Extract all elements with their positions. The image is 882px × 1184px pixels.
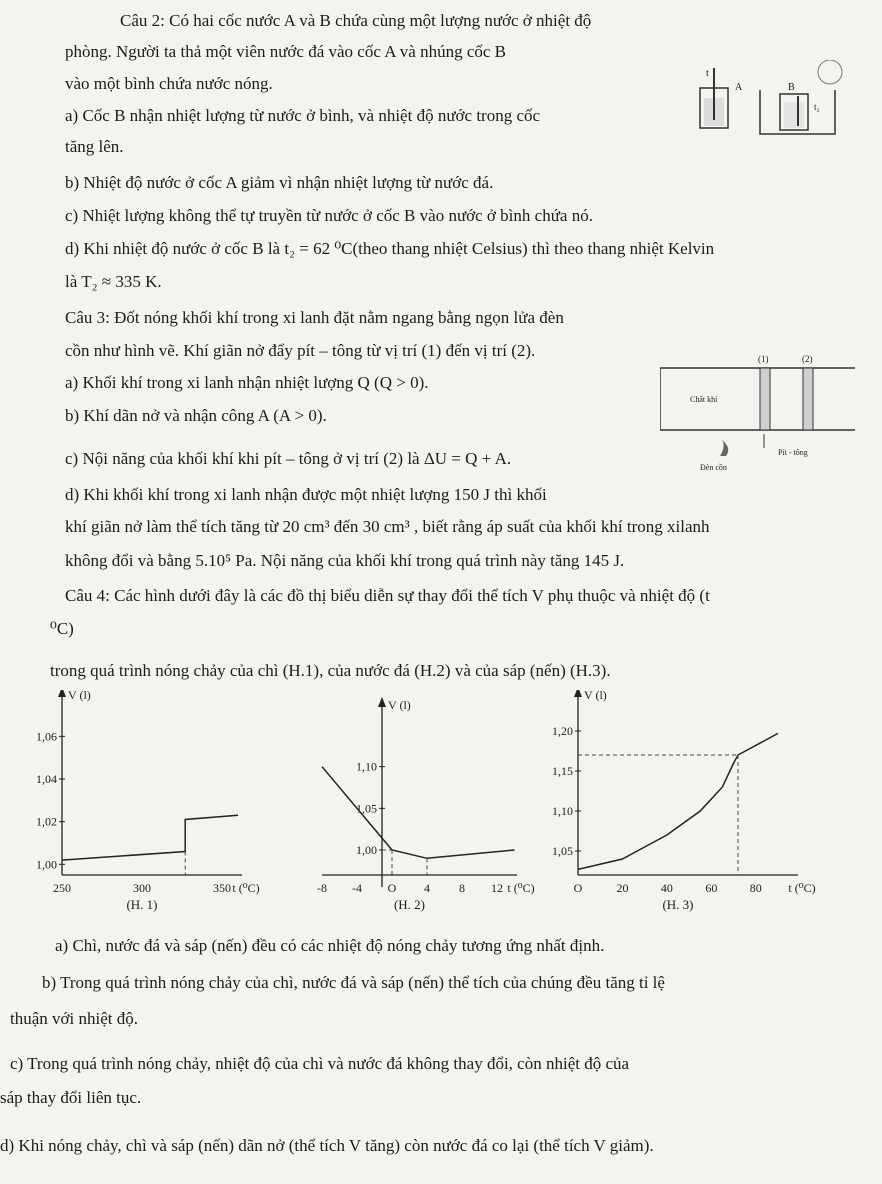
x-tick-label: O [387,881,397,895]
q3-option-d-cont2: không đổi và bằng 5.10⁵ Pa. Nội năng của khối khí trong quá trình này tăng 145 J. [65,551,625,570]
svg-text:Pít - tông: Pít - tông [778,448,808,457]
x-axis-label: t (⁰C) [788,881,816,895]
y-axis-label: V (l) [584,690,607,702]
x-tick-label: O [573,881,583,895]
x-tick-label: 40 [660,881,673,895]
y-tick-label: 1,04 [36,772,57,786]
y-tick-label: 1,10 [356,759,377,774]
x-tick-label: 350 [213,881,231,895]
q3-option-d: d) Khi khối khí trong xi lanh nhận được một nhiệt lượng 150 J thì khối [65,485,547,504]
q4-option-b: b) Trong quá trình nóng chảy của chì, nước đá và sáp (nến) thể tích của chúng đều tăng tỉ lệ [42,973,665,992]
chart-h3 [548,690,828,920]
chart-caption: (H. 2) [393,897,426,912]
cylinder-figure [660,352,860,478]
y-tick-label: 1,05 [356,801,377,816]
y-axis-arrow [58,690,66,697]
x-axis-label: t (⁰C) [232,881,260,895]
y-axis-label: V (l) [388,698,411,712]
q4-line-1: Câu 4: Các hình dưới đây là các đồ thị biểu diễn sự thay đổi thể tích V phụ thuộc và nhiệt độ (t [65,586,710,605]
q3-line-2: cồn như hình vẽ. Khí giãn nở đẩy pít – tông từ vị trí (1) đến vị trí (2). [65,341,536,360]
q4-option-b-cont: thuận với nhiệt độ. [10,1009,138,1028]
x-tick-label: 60 [705,881,718,895]
y-tick-label: 1,05 [552,844,573,858]
q4-line-2: ⁰C) [50,619,74,638]
chart-caption: (H. 3) [662,897,694,912]
svg-text:(2): (2) [802,354,813,364]
x-tick-label: 12 [491,881,503,895]
y-tick-label: 1,02 [36,814,57,829]
q3-option-a: a) Khối khí trong xi lanh nhận nhiệt lượng Q (Q > 0). [65,373,429,392]
q2-option-d: d) Khi nhiệt độ nước ở cốc B là t₂ = 62 ⁰C(theo thang nhiệt Celsius) thì theo thang nhiệt Kelvin [65,239,715,258]
q2-option-d-cont: là T₂ ≈ 335 K. [65,272,162,291]
q4-line-3: trong quá trình nóng chảy của chì (H.1), của nước đá (H.2) và của sáp (nến) (H.3). [50,661,611,680]
q2-option-a: a) Cốc B nhận nhiệt lượng từ nước ở bình, và nhiệt độ nước trong cốc [65,106,541,125]
x-tick-label: 20 [616,881,629,895]
svg-text:t: t [706,68,709,79]
y-tick-label: 1,15 [552,764,573,778]
x-tick-label: 4 [424,881,430,895]
y-tick-label: 1,06 [36,729,57,744]
series-line [578,733,778,869]
x-axis-label: t (⁰C) [507,881,535,895]
svg-text:B: B [788,82,795,93]
q2-line-1: Câu 2: Có hai cốc nước A và B chứa cùng một lượng nước ở nhiệt độ [120,11,592,30]
q4-option-c: c) Trong quá trình nóng chảy, nhiệt độ của chì và nước đá không thay đổi, còn nhiệt độ của [10,1054,630,1073]
y-axis-label: V (l) [68,690,91,702]
q4-option-d: d) Khi nóng chảy, chì và sáp (nến) dãn nở (thể tích V tăng) còn nước đá co lại (thể tích V giảm). [0,1136,654,1155]
q2-option-c: c) Nhiệt lượng không thể tự truyền từ nước ở cốc B vào nước ở bình chứa nó. [65,206,593,225]
x-tick-label: 8 [459,881,465,895]
q3-option-b: b) Khí dãn nở và nhận công A (A > 0). [65,406,327,425]
y-tick-label: 1,00 [356,843,377,857]
svg-text:(1): (1) [758,354,769,364]
q3-option-d-cont: khí giãn nở làm thể tích tăng từ 20 cm³ đến 30 cm³ , biết rằng áp suất của khối khí trong xilanh [65,517,710,536]
svg-text:A: A [735,82,743,93]
q4-option-c-cont: sáp thay đổi liên tục. [0,1088,142,1107]
q3-option-c: c) Nội năng của khối khí khi pít – tông ở vị trí (2) là ΔU = Q + A. [65,449,512,468]
q2-line-2: phòng. Người ta thả một viên nước đá vào cốc A và nhúng cốc B [65,42,507,61]
y-tick-label: 1,20 [552,724,573,738]
x-tick-label: 300 [133,881,151,895]
y-axis-arrow [574,690,582,697]
beakers-figure [690,60,865,140]
svg-text:t₂: t₂ [814,102,820,112]
y-axis-arrow [378,697,386,707]
y-tick-label: 1,10 [552,804,573,818]
svg-text:Đèn cồn: Đèn cồn [700,463,727,472]
q4-option-a: a) Chì, nước đá và sáp (nến) đều có các nhiệt độ nóng chảy tương ứng nhất định. [55,936,605,955]
series-line [322,767,515,859]
series-line [62,815,238,860]
q2-line-3: vào một bình chứa nước nóng. [65,74,273,93]
q3-line-1: Câu 3: Đốt nóng khối khí trong xi lanh đặt nằm ngang bằng ngọn lửa đèn [65,308,564,327]
y-tick-label: 1,00 [36,857,57,872]
x-tick-label: 250 [53,881,71,895]
x-tick-label: -8 [317,881,327,895]
x-tick-label: -4 [352,881,362,895]
chart-h1 [22,690,292,920]
q2-option-a-cont: tăng lên. [65,137,124,156]
q2-option-b: b) Nhiệt độ nước ở cốc A giảm vì nhận nhiệt lượng từ nước đá. [65,173,494,192]
chart-h2 [302,690,567,920]
svg-text:Chất khí: Chất khí [690,395,718,404]
chart-caption: (H. 1) [126,897,158,912]
x-tick-label: 80 [749,881,762,895]
